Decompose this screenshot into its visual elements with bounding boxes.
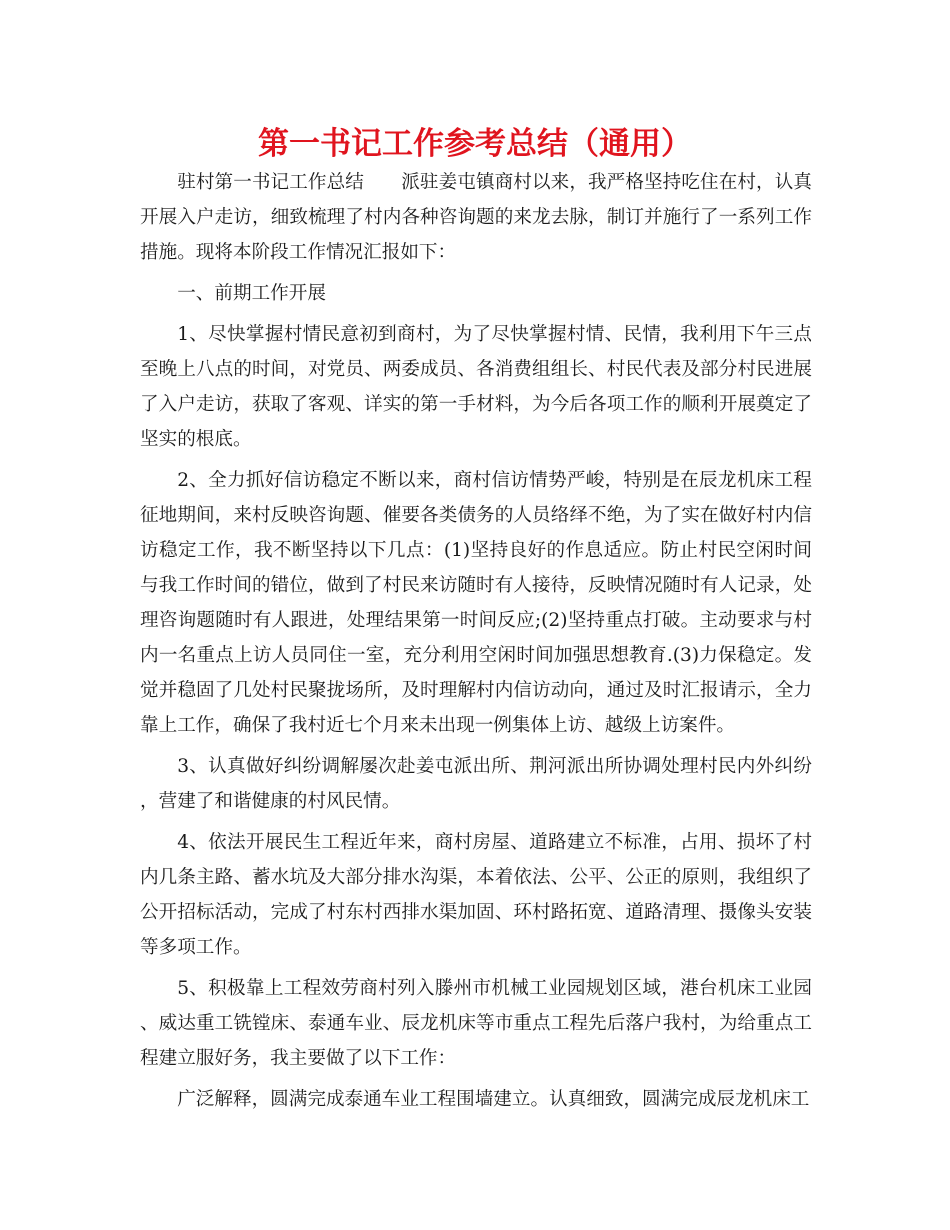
- paragraph-item-3: 3、认真做好纠纷调解屡次赴姜屯派出所、荆河派出所协调处理村民内外纠纷，营建了和谐健康的村风民情。: [140, 756, 812, 812]
- paragraph-item-4: 4、依法开展民生工程近年来，商村房屋、道路建立不标准，占用、损坏了村内几条主路、蓄水坑及大部分排水沟渠，本着依法、公平、公正的原则，我组织了公开招标活动，完成了村东村西排水渠加固、环村路拓宽、道路清理、摄像头安装等多项工作。: [140, 832, 812, 958]
- paragraph-item-5: 5、积极靠上工程效劳商村列入滕州市机械工业园规划区域，港台机床工业园、威达重工铣镗床、泰通车业、辰龙机床等市重点工程先后落户我村，为给重点工程建立服好务，我主要做了以下工作：: [140, 978, 812, 1069]
- paragraph-item-2: 2、全力抓好信访稳定不断以来，商村信访情势严峻，特别是在辰龙机床工程征地期间，来村反映咨询题、催要各类债务的人员络绎不绝，为了实在做好村内信访稳定工作，我不断坚持以下几点：(1)坚持良好的作息适应。防止村民空闲时间与我工作时间的错位，做到了村民来访随时有人接待，反映情况随时有人记录，处理咨询题随时有人跟进，处理结果第一时间反应;(2)坚持重点打破。主动要求与村内一名重点上访人员同住一室，充分利用空闲时间加强思想教育.(3)力保稳定。发觉并稳固了几处村民聚拢场所，及时理解村内信访动向，通过及时汇报请示，全力靠上工作，确保了我村近七个月来未出现一例集体上访、越级上访案件。: [140, 470, 812, 736]
- paragraph-continued: 广泛解释，圆满完成泰通车业工程围墙建立。认真细致，圆满完成辰龙机床工: [177, 1089, 810, 1110]
- document-title: 第一书记工作参考总结（通用）: [258, 126, 692, 162]
- section-heading-early-work: 一、前期工作开展: [177, 283, 326, 304]
- document-body: [140, 165, 812, 1123]
- paragraph-item-1: 1、尽快掌握村情民意初到商村，为了尽快掌握村情、民情，我利用下午三点至晚上八点的时间，对党员、两委成员、各消费组组长、村民代表及部分村民进展了入户走访，获取了客观、详实的第一手材料，为今后各项工作的顺利开展奠定了坚实的根底。: [140, 324, 812, 450]
- paragraph-intro: 驻村第一书记工作总结 派驻姜屯镇商村以来，我严格坚持吃住在村，认真开展入户走访，细致梳理了村内各种咨询题的来龙去脉，制订并施行了一系列工作措施。现将本阶段工作情况汇报如下：: [140, 172, 812, 263]
